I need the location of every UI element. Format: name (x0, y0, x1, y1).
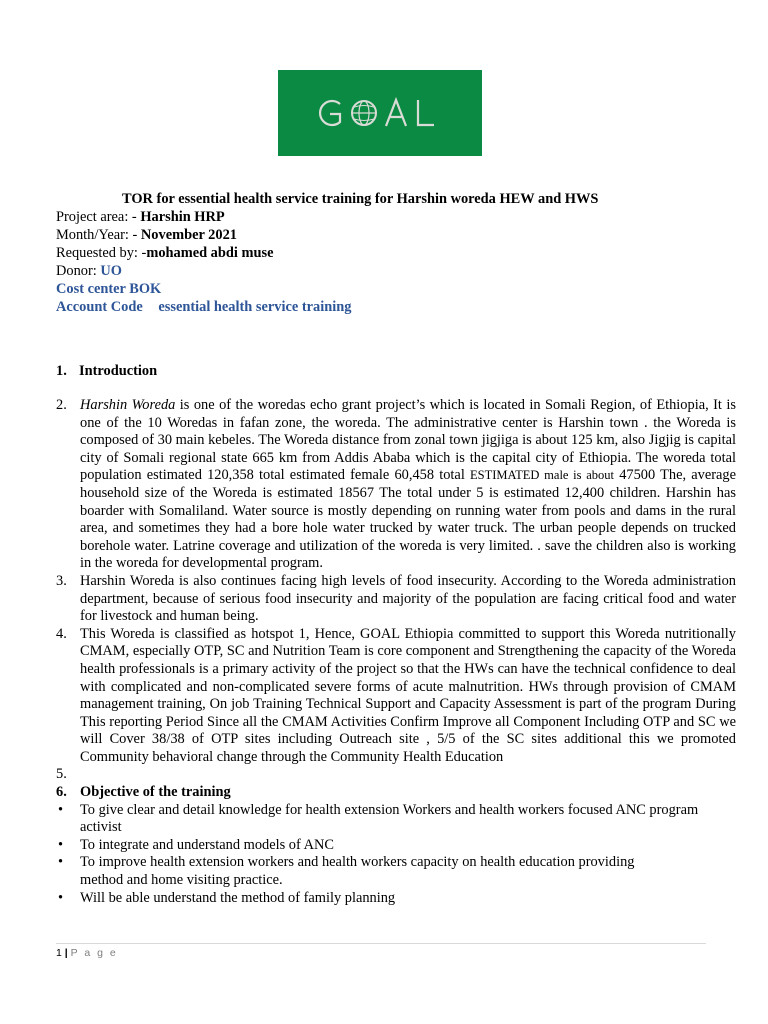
project-area-line (56, 208, 351, 226)
account-code-value: essential health service training (158, 299, 352, 315)
footer-divider (56, 943, 706, 944)
bullet-icon: • (58, 854, 64, 871)
donor-value: UO (100, 263, 122, 279)
page-footer (56, 947, 118, 959)
item-number: 3. (56, 572, 67, 589)
cost-center: Cost center BOK (56, 281, 162, 297)
page-word: P a g e (70, 947, 118, 959)
requested-by-line (56, 244, 351, 262)
header-block (56, 208, 351, 316)
bullet-text: Will be able understand the method of family planning (80, 889, 396, 906)
requested-by-label: Requested by: - (56, 245, 147, 261)
item-number: 5. (56, 766, 67, 783)
bullet-icon: • (58, 836, 64, 853)
goal-logo (278, 70, 482, 156)
bullet-item (56, 890, 736, 908)
month-year-line (56, 226, 351, 244)
goal-logo-mark (278, 70, 482, 156)
section-label: Objective of the training (80, 784, 231, 801)
section-introduction-heading (56, 363, 157, 380)
bullet-item (56, 802, 736, 837)
footer-separator: | (64, 947, 68, 959)
section-label: Introduction (79, 363, 158, 379)
item-number: 2. (56, 397, 67, 413)
section-objective-heading (56, 784, 736, 802)
project-area-value: Harshin HRP (140, 209, 225, 225)
list-item (56, 626, 736, 767)
bullet-icon: • (58, 889, 64, 906)
page-number: 1 (56, 947, 62, 959)
account-code-line (56, 298, 351, 316)
section-number: 6. (56, 784, 67, 801)
section-number: 1. (56, 363, 67, 379)
item-lead: Harshin Woreda (80, 397, 176, 413)
list-item (56, 766, 736, 784)
bullet-item (56, 837, 736, 855)
donor-line (56, 262, 351, 280)
month-year-label: Month/Year: - (56, 227, 138, 243)
item-number: 4. (56, 625, 67, 642)
account-code-label: Account Code (56, 299, 143, 315)
project-area-label: Project area: - (56, 209, 137, 225)
bullet-item (56, 854, 736, 889)
donor-label: Donor: (56, 263, 97, 279)
item-text (80, 766, 736, 784)
numbered-list (56, 397, 736, 907)
list-item (56, 397, 736, 573)
month-year-value: November 2021 (140, 227, 237, 243)
list-item (56, 573, 736, 626)
item-text: Harshin Woreda is also continues facing high levels of food insecurity. According to the Woreda administration department, because of serious food insecurity and majority of the population are facing critical food and water for livestock and human being. (80, 572, 736, 625)
bullet-icon: • (58, 801, 64, 818)
requested-by-value: mohamed abdi muse (146, 245, 274, 261)
bullet-text: To improve health extension workers and health workers capacity on health education providing method and home visiting practice. (80, 854, 635, 889)
bullet-text: To give clear and detail knowledge for health extension Workers and health workers focused ANC program activist (80, 801, 699, 836)
bullet-text: To integrate and understand models of ANC (80, 836, 334, 853)
item-text: Harshin Woreda is one of the woredas echo grant project’s which is located in Somali Region, of Ethiopia, It is one of the 10 Woredas in fafan zone, the woreda. The administrative center is Harshin town . the Woreda is composed of 30 main kebeles. The Woreda distance from zonal town jigjiga is about 125 km, also Jigjig is capital city of Somali regional state 665 km from Addis Ababa which is the capital city of Ethiopia. The woreda total population estimated 120,358 total estimated female 60,458 total ESTIMATED male is about 47500 The, average household size of the Woreda is estimated 18567 The total under 5 is estimated 12,400 children. Harshin has boarder with Somaliland. Water source is mostly depending on running water from pools and dams in the rural area, and sometimes they had a bore hole water trucked by water truck. The urban people depends on trucked borehole water. Latrine coverage and utilization of the woreda is very limited. . save the children also is working in the woreda for developmental program. (80, 397, 737, 572)
item-text: This Woreda is classified as hotspot 1, Hence, GOAL Ethiopia committed to support this Woreda nutritionally CMAM, especially OTP, SC and Nutrition Team is core component and Strengthening the capacity of the Woreda health professionals is a primary activity of the project so that the HWs can have the technical confidence to deal with complicated and non-complicated severe forms of acute malnutrition. HWs through provision of CMAM management training, On job Training Technical Support and Capacity Assessment is part of the program During This reporting Period Since all the CMAM Activities Confirm Improve all Component Including OTP and SC we will Cover 38/38 of OTP sites including Outreach site , 5/5 of the SC sites additional this we promoted Community behavioral change through the Community Health Education (80, 625, 736, 765)
document-title: TOR for essential health service training for Harshin woreda HEW and HWS (122, 191, 599, 207)
